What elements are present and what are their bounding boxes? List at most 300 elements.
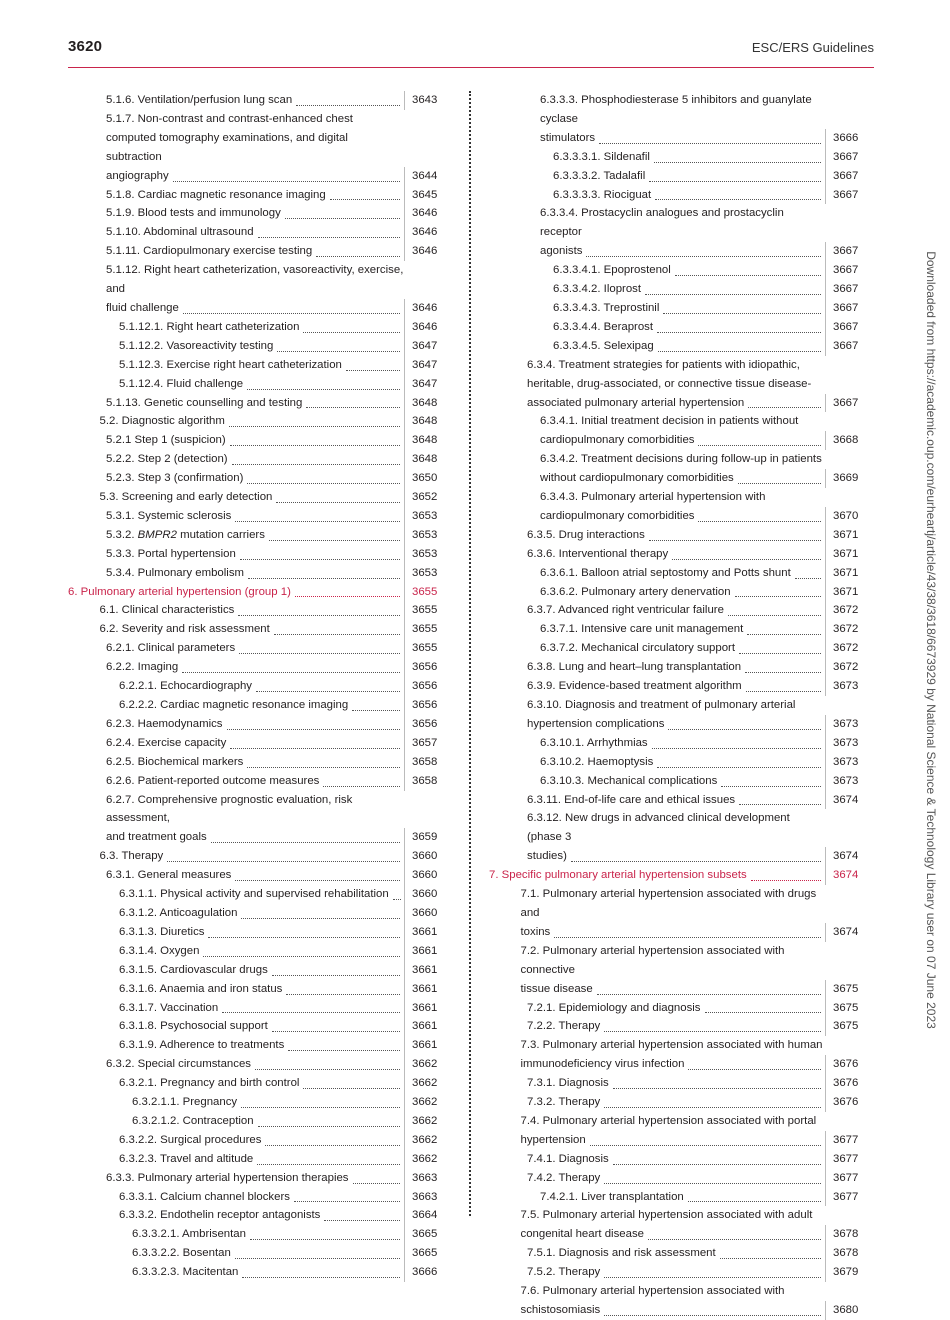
toc-entry-text xyxy=(489,412,825,450)
toc-entry[interactable] xyxy=(68,223,448,242)
toc-entry[interactable] xyxy=(68,110,448,186)
toc-entry-title-start: 7.6. Pulmonary arterial hypertension associated with xyxy=(520,1285,785,1298)
toc-entry-text xyxy=(68,942,404,961)
toc-entry-text xyxy=(68,1074,404,1093)
toc-entry-title: 6.3.6. Interventional therapy xyxy=(527,547,669,560)
toc-entry-title: 6.3.3.3.2. Tadalafil xyxy=(553,169,646,182)
toc-entry[interactable] xyxy=(489,1244,869,1263)
toc-entry-text xyxy=(68,1206,404,1225)
toc-entry-title: 6.2.2. Imaging xyxy=(106,661,179,674)
toc-entry-title: 5.1.9. Blood tests and immunology xyxy=(106,207,281,220)
toc-entry[interactable] xyxy=(489,866,869,885)
toc-entry[interactable] xyxy=(489,280,869,299)
toc-entry[interactable] xyxy=(489,1169,869,1188)
toc-entry-text xyxy=(68,356,404,375)
dot-leader xyxy=(698,444,821,446)
toc-entry-text xyxy=(68,658,404,677)
toc-entry[interactable] xyxy=(68,318,448,337)
toc-entry[interactable] xyxy=(68,1036,448,1055)
dot-leader xyxy=(613,1087,821,1089)
dot-leader xyxy=(247,482,400,484)
toc-entry[interactable] xyxy=(489,91,869,148)
toc-entry[interactable] xyxy=(68,1093,448,1112)
toc-page-number: 3647 xyxy=(404,375,448,394)
toc-page-number: 3653 xyxy=(404,526,448,545)
toc-page-number: 3661 xyxy=(404,980,448,999)
toc-page-number: 3663 xyxy=(404,1169,448,1188)
toc-entry[interactable] xyxy=(68,204,448,223)
dot-leader xyxy=(739,652,821,654)
toc-page-number: 3655 xyxy=(404,639,448,658)
toc-entry[interactable] xyxy=(68,337,448,356)
toc-entry[interactable] xyxy=(489,885,869,942)
toc-entry[interactable] xyxy=(68,242,448,261)
toc-page-number: 3644 xyxy=(404,167,448,186)
toc-entry-title: 6.1. Clinical characteristics xyxy=(99,604,235,617)
dot-leader xyxy=(256,690,400,692)
toc-entry[interactable] xyxy=(489,734,869,753)
toc-page-number: 3656 xyxy=(404,677,448,696)
toc-entry[interactable] xyxy=(68,545,448,564)
toc-entry[interactable] xyxy=(68,866,448,885)
toc-entry[interactable] xyxy=(489,412,869,450)
toc-entry[interactable] xyxy=(489,545,869,564)
dot-leader xyxy=(285,217,400,219)
toc-entry[interactable] xyxy=(68,1263,448,1282)
toc-entry[interactable] xyxy=(489,526,869,545)
toc-entry[interactable] xyxy=(68,1225,448,1244)
toc-entry[interactable] xyxy=(489,583,869,602)
toc-page-number: 3667 xyxy=(825,261,869,280)
toc-entry[interactable] xyxy=(489,696,869,734)
toc-entry[interactable] xyxy=(68,1244,448,1263)
toc-entry-text xyxy=(68,526,404,545)
dot-leader xyxy=(324,1219,400,1221)
toc-entry[interactable] xyxy=(68,772,448,791)
toc-page-number: 3663 xyxy=(404,1188,448,1207)
toc-entry[interactable] xyxy=(489,299,869,318)
toc-entry[interactable] xyxy=(68,847,448,866)
toc-entry-text xyxy=(68,583,404,602)
toc-entry-title: 6.3.3.4.5. Selexipag xyxy=(553,339,654,352)
toc-entry-text xyxy=(489,356,825,413)
toc-entry[interactable] xyxy=(68,375,448,394)
toc-entry[interactable] xyxy=(489,753,869,772)
toc-page-number: 3655 xyxy=(404,601,448,620)
toc-page-number: 3667 xyxy=(825,167,869,186)
toc-entry-text xyxy=(489,999,825,1018)
toc-page-number: 3667 xyxy=(825,186,869,205)
toc-entry-text xyxy=(68,961,404,980)
dot-leader xyxy=(738,482,821,484)
toc-entry[interactable] xyxy=(68,1112,448,1131)
toc-entry[interactable] xyxy=(489,620,869,639)
toc-entry-title: 5.1.12.1. Right heart catheterization xyxy=(119,320,300,333)
toc-entry-text xyxy=(68,904,404,923)
toc-entry[interactable] xyxy=(68,412,448,431)
dot-leader xyxy=(735,595,821,597)
dot-leader xyxy=(352,709,400,711)
toc-page-number: 3672 xyxy=(825,639,869,658)
dot-leader xyxy=(668,728,821,730)
toc-entry-text xyxy=(489,583,825,602)
toc-entry[interactable] xyxy=(68,999,448,1018)
toc-entry-text xyxy=(489,1188,825,1207)
dot-leader xyxy=(303,1087,400,1089)
toc-entry-title: 6.3.8. Lung and heart–lung transplantation xyxy=(527,661,742,674)
toc-page-number: 3652 xyxy=(404,488,448,507)
toc-entry[interactable] xyxy=(489,809,869,866)
toc-entry[interactable] xyxy=(68,91,448,110)
toc-entry-title: 5.2. Diagnostic algorithm xyxy=(99,415,225,428)
toc-entry[interactable] xyxy=(489,1263,869,1282)
toc-entry-title: 6.2. Severity and risk assessment xyxy=(99,623,270,636)
toc-entry-title: 6.3.1.5. Cardiovascular drugs xyxy=(119,963,268,976)
toc-entry[interactable] xyxy=(68,791,448,848)
toc-entry-title-start: 6.3.4.3. Pulmonary arterial hypertension with xyxy=(540,491,766,504)
toc-entry[interactable] xyxy=(489,1112,869,1150)
toc-entry-title: congenital heart disease xyxy=(520,1228,644,1241)
dot-leader xyxy=(239,652,400,654)
toc-entry[interactable] xyxy=(489,1150,869,1169)
toc-entry-text xyxy=(68,847,404,866)
toc-entry-title: 6.3.7.1. Intensive care unit management xyxy=(540,623,744,636)
toc-page-number: 3673 xyxy=(825,677,869,696)
toc-entry[interactable] xyxy=(489,261,869,280)
toc-entry-text xyxy=(68,488,404,507)
toc-page-number: 3674 xyxy=(825,847,869,866)
toc-entry-title: 6.3.7. Advanced right ventricular failure xyxy=(527,604,724,617)
toc-entry-text xyxy=(68,715,404,734)
toc-entry-title: associated pulmonary arterial hypertension xyxy=(527,396,745,409)
toc-entry[interactable] xyxy=(489,488,869,526)
dot-leader xyxy=(688,1068,821,1070)
toc-entry-text xyxy=(489,299,825,318)
toc-entry-text xyxy=(68,223,404,242)
toc-entry[interactable] xyxy=(489,639,869,658)
toc-entry[interactable] xyxy=(68,1131,448,1150)
toc-entry[interactable] xyxy=(489,677,869,696)
toc-entry-text xyxy=(68,1093,404,1112)
download-notice: Downloaded from https://academic.oup.com/eurheartj/article/43/38/3618/6673929 by National Science & Technology Library user on 07 June 2023 xyxy=(924,251,938,1029)
dot-leader xyxy=(688,1200,821,1202)
toc-entry[interactable] xyxy=(489,167,869,186)
toc-entry-text xyxy=(489,261,825,280)
toc-page-number: 3676 xyxy=(825,1074,869,1093)
toc-entry[interactable] xyxy=(68,904,448,923)
toc-entry-title: without cardiopulmonary comorbidities xyxy=(540,472,734,485)
toc-page-number: 3672 xyxy=(825,601,869,620)
toc-page-number: 3662 xyxy=(404,1131,448,1150)
toc-page-number: 3657 xyxy=(404,734,448,753)
toc-page-number: 3656 xyxy=(404,658,448,677)
toc-entry-title: 6.3.10.3. Mechanical complications xyxy=(540,774,718,787)
dot-leader xyxy=(728,614,821,616)
toc-entry[interactable] xyxy=(489,1282,869,1320)
toc-page-number: 3667 xyxy=(825,394,869,413)
toc-entry-title: 6.3.3. Pulmonary arterial hypertension therapies xyxy=(106,1171,349,1184)
toc-entry-title: 6.3.2.1. Pregnancy and birth control xyxy=(119,1077,300,1090)
toc-page-number: 3645 xyxy=(404,186,448,205)
toc-page-number: 3648 xyxy=(404,412,448,431)
toc-entry-title: 6.3.3.2.1. Ambrisentan xyxy=(132,1228,246,1241)
toc-entry-title: 6.3.3.3.1. Sildenafil xyxy=(553,150,650,163)
toc-entry[interactable] xyxy=(68,1055,448,1074)
dot-leader xyxy=(230,444,400,446)
toc-entry-title: 5.1.12.3. Exercise right heart catheterization xyxy=(119,358,342,371)
toc-entry-text xyxy=(489,809,825,866)
toc-entry[interactable] xyxy=(489,186,869,205)
toc-entry[interactable] xyxy=(489,1206,869,1244)
dot-leader xyxy=(257,1163,400,1165)
dot-leader xyxy=(590,1144,821,1146)
toc-entry[interactable] xyxy=(489,204,869,261)
toc-entry-text xyxy=(489,91,825,148)
toc-entry-title-start: 6.3.4. Treatment strategies for patients with idiopathic, heritable, drug-associated, or connective tissue disease- xyxy=(527,358,812,390)
toc-page-number: 3648 xyxy=(404,394,448,413)
toc-entry[interactable] xyxy=(489,1093,869,1112)
toc-entry-text xyxy=(68,1150,404,1169)
toc-entry[interactable] xyxy=(68,564,448,583)
toc-entry[interactable] xyxy=(68,601,448,620)
toc-entry-title-start: 5.1.12. Right heart catheterization, vasoreactivity, exercise, and xyxy=(106,264,404,296)
toc-entry[interactable] xyxy=(489,1017,869,1036)
toc-entry-title: 5.3.4. Pulmonary embolism xyxy=(106,566,245,579)
toc-entry[interactable] xyxy=(489,999,869,1018)
dot-leader xyxy=(247,766,400,768)
toc-entry-text xyxy=(489,866,825,885)
dot-leader xyxy=(241,917,400,919)
toc-entry-text xyxy=(489,734,825,753)
dot-leader xyxy=(554,936,821,938)
toc-entry-text xyxy=(68,91,404,110)
dot-leader xyxy=(286,993,400,995)
toc-entry[interactable] xyxy=(68,639,448,658)
toc-entry-text xyxy=(68,1017,404,1036)
toc-page-number: 3650 xyxy=(404,469,448,488)
toc-entry[interactable] xyxy=(68,583,448,602)
toc-page-number: 3661 xyxy=(404,961,448,980)
toc-entry-title: 5.2.2. Step 2 (detection) xyxy=(106,453,228,466)
toc-entry-text xyxy=(68,261,404,318)
toc-entry-title-start: 6.3.3.4. Prostacyclin analogues and prostacyclin receptor xyxy=(540,207,784,239)
toc-page-number: 3677 xyxy=(825,1188,869,1207)
toc-entry[interactable] xyxy=(68,696,448,715)
toc-entry-text xyxy=(68,1036,404,1055)
toc-entry[interactable] xyxy=(489,601,869,620)
toc-entry[interactable] xyxy=(489,1188,869,1207)
toc-entry[interactable] xyxy=(489,318,869,337)
toc-entry[interactable] xyxy=(489,791,869,810)
toc-entry[interactable] xyxy=(68,715,448,734)
toc-entry[interactable] xyxy=(489,658,869,677)
toc-entry-text xyxy=(489,1244,825,1263)
toc-entry-title: 6.3.3.4.4. Beraprost xyxy=(553,320,654,333)
toc-entry[interactable] xyxy=(68,186,448,205)
toc-entry[interactable] xyxy=(68,885,448,904)
dot-leader xyxy=(745,671,821,673)
toc-page-number: 3658 xyxy=(404,772,448,791)
dot-leader xyxy=(323,785,400,787)
toc-entry-title: fluid challenge xyxy=(106,301,179,314)
toc-entry[interactable] xyxy=(489,450,869,488)
toc-entry[interactable] xyxy=(68,961,448,980)
toc-entry[interactable] xyxy=(489,1074,869,1093)
toc-page-number: 3674 xyxy=(825,791,869,810)
toc-page-number: 3671 xyxy=(825,526,869,545)
toc-page-number: 3655 xyxy=(404,620,448,639)
toc-entry[interactable] xyxy=(68,1074,448,1093)
toc-entry[interactable] xyxy=(489,337,869,356)
dot-leader xyxy=(248,577,400,579)
toc-entry-title: 6.3.1.4. Oxygen xyxy=(119,944,200,957)
dot-leader xyxy=(303,331,400,333)
dot-leader xyxy=(296,104,400,106)
toc-page-number: 3661 xyxy=(404,1017,448,1036)
toc-entry[interactable] xyxy=(68,1169,448,1188)
toc-entry-text xyxy=(68,337,404,356)
toc-entry[interactable] xyxy=(68,356,448,375)
toc-entry-text xyxy=(68,110,404,186)
toc-entry-text xyxy=(489,942,825,999)
toc-entry[interactable] xyxy=(489,148,869,167)
toc-entry[interactable] xyxy=(489,942,869,999)
toc-page-number: 3676 xyxy=(825,1055,869,1074)
toc-entry-title: 7.3.2. Therapy xyxy=(527,1096,601,1109)
toc-entry[interactable] xyxy=(68,469,448,488)
toc-page-number: 3662 xyxy=(404,1093,448,1112)
toc-entry-text xyxy=(68,507,404,526)
dot-leader xyxy=(663,312,821,314)
toc-page-number: 3661 xyxy=(404,923,448,942)
toc-entry-text xyxy=(68,1188,404,1207)
toc-page-number: 3671 xyxy=(825,564,869,583)
dot-leader xyxy=(604,1106,821,1108)
toc-entry[interactable] xyxy=(68,734,448,753)
toc-page-number: 3675 xyxy=(825,980,869,999)
dot-leader xyxy=(346,369,400,371)
toc-entry[interactable] xyxy=(489,356,869,413)
toc-entry[interactable] xyxy=(68,942,448,961)
toc-entry-text xyxy=(489,186,825,205)
toc-entry-title: 6.3.3.1. Calcium channel blockers xyxy=(119,1190,290,1203)
dot-leader xyxy=(720,1257,821,1259)
dot-leader xyxy=(604,1276,821,1278)
toc-entry-text xyxy=(68,980,404,999)
toc-entry-text xyxy=(489,1282,825,1320)
dot-leader xyxy=(747,633,821,635)
dot-leader xyxy=(258,1125,400,1127)
toc-entry[interactable] xyxy=(68,1206,448,1225)
dot-leader xyxy=(230,747,400,749)
toc-entry-title: cardiopulmonary comorbidities xyxy=(540,509,695,522)
toc-page-number: 3660 xyxy=(404,847,448,866)
dot-leader xyxy=(274,633,400,635)
dot-leader xyxy=(705,1011,821,1013)
toc-entry-title-start: 5.1.7. Non-contrast and contrast-enhanced chest computed tomography examinations, and digital subtraction xyxy=(106,112,353,163)
toc-entry[interactable] xyxy=(68,394,448,413)
toc-entry-text xyxy=(489,677,825,696)
toc-page-number: 3647 xyxy=(404,337,448,356)
toc-entry-title: 7.2.1. Epidemiology and diagnosis xyxy=(527,1001,701,1014)
toc-entry[interactable] xyxy=(68,526,448,545)
toc-entry[interactable] xyxy=(68,450,448,469)
toc-entry[interactable] xyxy=(68,980,448,999)
toc-page-number: 3669 xyxy=(825,469,869,488)
toc-entry-title: 6.2.6. Patient-reported outcome measures xyxy=(106,774,320,787)
toc-entry-title-start: 6.3.3.3. Phosphodiesterase 5 inhibitors and guanylate cyclase xyxy=(540,94,812,125)
toc-entry[interactable] xyxy=(68,658,448,677)
toc-page-number: 3674 xyxy=(825,923,869,942)
toc-entry-title: 5.1.10. Abdominal ultrasound xyxy=(106,226,254,239)
toc-entry-title: 6.3.2. Special circumstances xyxy=(106,1058,251,1071)
toc-page-number: 3662 xyxy=(404,1055,448,1074)
toc-entry-text xyxy=(68,734,404,753)
toc-entry-title: 6.3.3.3.3. Riociguat xyxy=(553,188,652,201)
toc-entry-text xyxy=(68,620,404,639)
toc-page-number: 3653 xyxy=(404,507,448,526)
dot-leader xyxy=(269,539,400,541)
toc-entry[interactable] xyxy=(68,261,448,318)
dot-leader xyxy=(255,1068,400,1070)
toc-entry-text xyxy=(489,488,825,526)
toc-page-number: 3661 xyxy=(404,1036,448,1055)
toc-entry-title: cardiopulmonary comorbidities xyxy=(540,434,695,447)
toc-entry-title: 6.3.10.1. Arrhythmias xyxy=(540,736,648,749)
toc-entry[interactable] xyxy=(68,753,448,772)
toc-entry-text xyxy=(68,450,404,469)
toc-entry[interactable] xyxy=(68,677,448,696)
toc-entry-title: 7.4.2.1. Liver transplantation xyxy=(540,1190,684,1203)
toc-entry[interactable] xyxy=(68,1150,448,1169)
toc-entry[interactable] xyxy=(68,431,448,450)
toc-entry-title-start: 6.3.10. Diagnosis and treatment of pulmonary arterial xyxy=(527,699,796,711)
toc-entry[interactable] xyxy=(68,1017,448,1036)
dot-leader xyxy=(272,1030,400,1032)
dot-leader xyxy=(235,879,400,881)
toc-entry[interactable] xyxy=(68,923,448,942)
toc-page-number: 3666 xyxy=(404,1263,448,1282)
dot-leader xyxy=(746,690,821,692)
toc-entry-text xyxy=(489,526,825,545)
toc-entry[interactable] xyxy=(68,488,448,507)
toc-entry-title: 5.1.8. Cardiac magnetic resonance imaging xyxy=(106,188,326,201)
toc-entry-text xyxy=(68,1169,404,1188)
toc-page-number: 3673 xyxy=(825,753,869,772)
dot-leader xyxy=(229,425,400,427)
toc-page-number: 3673 xyxy=(825,715,869,734)
toc-entry[interactable] xyxy=(489,1036,869,1074)
toc-entry-text xyxy=(68,545,404,564)
toc-entry-text xyxy=(68,772,404,791)
toc-entry[interactable] xyxy=(68,507,448,526)
dot-leader xyxy=(242,1276,400,1278)
toc-entry-text xyxy=(489,791,825,810)
toc-page-number: 3675 xyxy=(825,999,869,1018)
dot-leader xyxy=(604,1314,821,1316)
toc-entry[interactable] xyxy=(489,564,869,583)
toc-entry-text xyxy=(68,923,404,942)
toc-entry-title: 5.1.12.2. Vasoreactivity testing xyxy=(119,339,274,352)
dot-leader xyxy=(645,293,821,295)
toc-entry-text xyxy=(489,696,825,734)
toc-entry-text xyxy=(489,1093,825,1112)
toc-entry[interactable] xyxy=(489,772,869,791)
dot-leader xyxy=(795,577,821,579)
toc-entry[interactable] xyxy=(68,1188,448,1207)
toc-entry[interactable] xyxy=(68,620,448,639)
toc-entry-title: 6.3.10.2. Haemoptysis xyxy=(540,755,654,768)
